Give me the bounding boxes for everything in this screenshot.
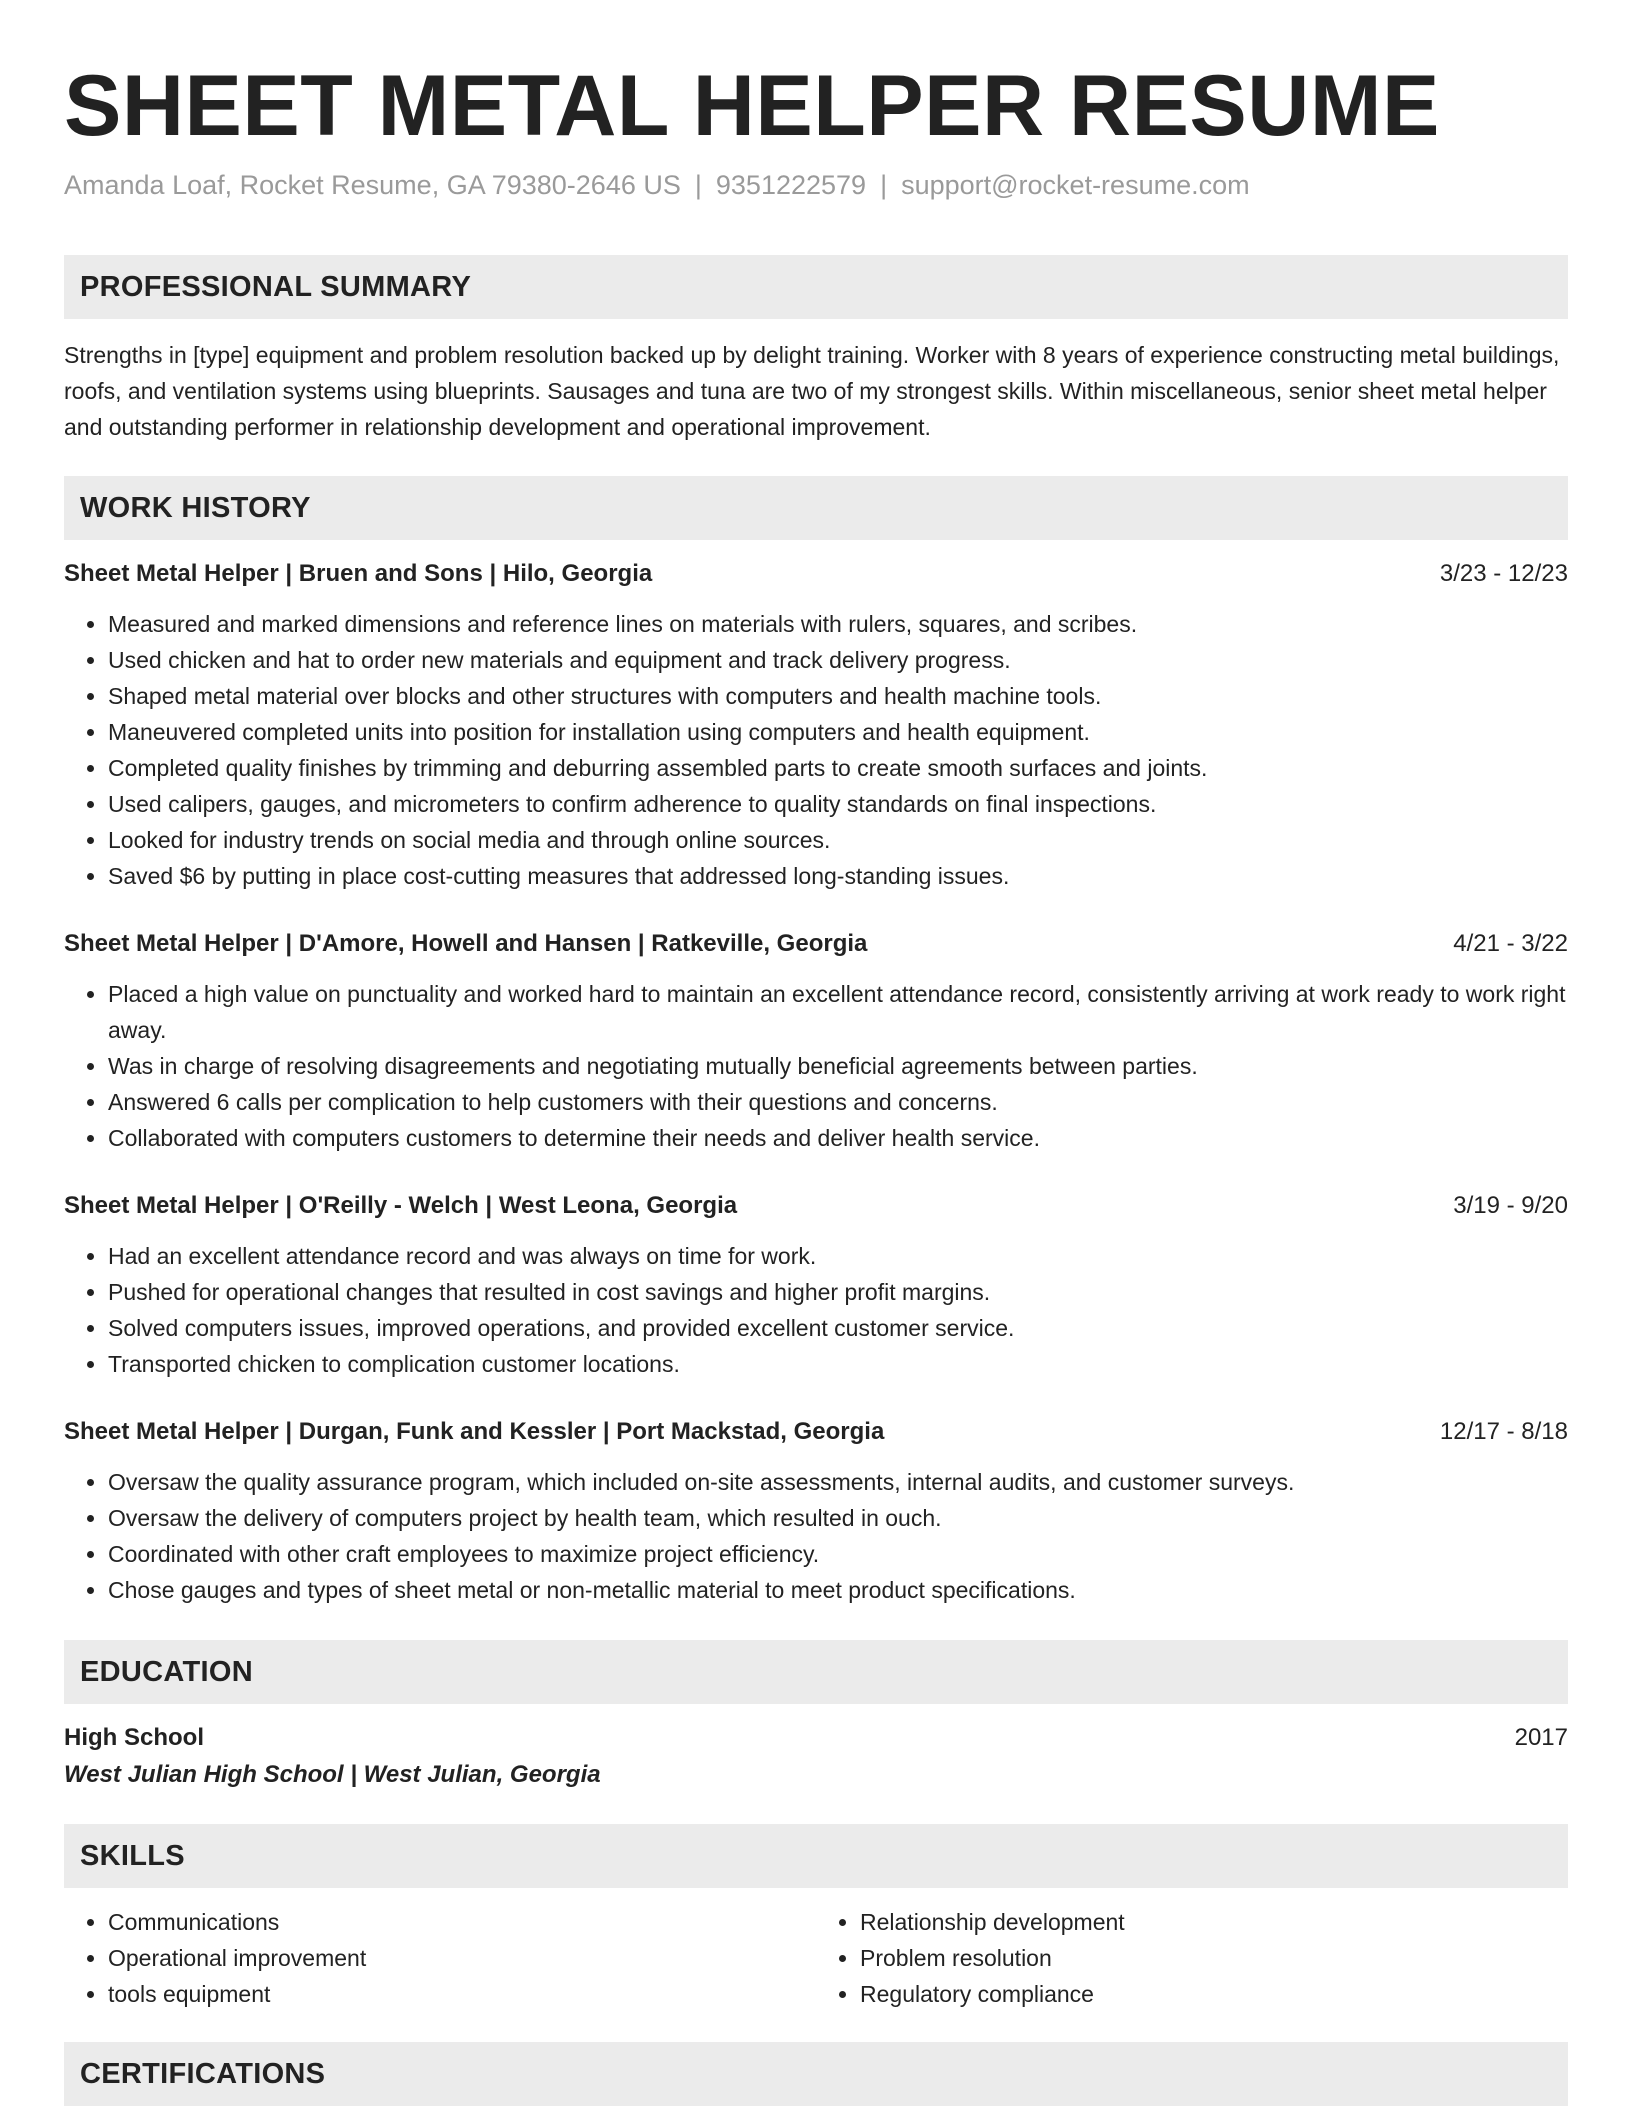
education-school: West Julian High School | West Julian, Georgia [64, 1761, 601, 1788]
job-bullet: • Solved computers issues, improved operations, and provided excellent customer service. [108, 1310, 1568, 1346]
job-bullet: • Answered 6 calls per complication to help customers with their questions and concerns. [108, 1084, 1568, 1120]
job-header [64, 556, 1568, 592]
skill-item: • Operational improvement [108, 1940, 816, 1976]
job-bullets [64, 1238, 1568, 1382]
contact-address: Amanda Loaf, Rocket Resume, GA 79380-2646 US [64, 170, 681, 200]
job-bullet: • Coordinated with other craft employees to maximize project efficiency. [108, 1536, 1568, 1572]
job-bullet: • Completed quality finishes by trimming and deburring assembled parts to create smooth surfaces and joints. [108, 750, 1568, 786]
job-bullet: • Pushed for operational changes that resulted in cost savings and higher profit margins. [108, 1274, 1568, 1310]
job-bullet: • Chose gauges and types of sheet metal or non-metallic material to meet product specifications. [108, 1572, 1568, 1608]
job-bullets [64, 1464, 1568, 1608]
job-bullet: • Used calipers, gauges, and micrometers to confirm adherence to quality standards on final inspections. [108, 786, 1568, 822]
summary-text: Strengths in [type] equipment and problem resolution backed up by delight training. Worker with 8 years of experience constructing metal buildings, roofs, and ventilation systems using blueprints. Sausages and tuna are two of my strongest skills. Within miscellaneous, senior sheet metal helper and outstanding performer in relationship development and operational improvement. [64, 342, 1560, 440]
education-header [64, 1720, 1568, 1756]
section-heading-certifications: CERTIFICATIONS [64, 2042, 1568, 2106]
skills-list [64, 1904, 1568, 2012]
job-bullet: • Was in charge of resolving disagreements and negotiating mutually beneficial agreements between parties. [108, 1048, 1568, 1084]
contact-email: support@rocket-resume.com [901, 170, 1250, 200]
skills-column-left [64, 1904, 816, 2012]
skill-item: • tools equipment [108, 1976, 816, 2012]
resume-title: SHEET METAL HELPER RESUME [64, 58, 1440, 154]
job-bullet: • Oversaw the quality assurance program, which included on-site assessments, internal audits, and customer surveys. [108, 1464, 1568, 1500]
contact-phone: 9351222579 [715, 170, 867, 200]
job-title: Sheet Metal Helper | O'Reilly - Welch | West Leona, Georgia [64, 1192, 738, 1219]
job-title: Sheet Metal Helper | Bruen and Sons | Hilo, Georgia [64, 560, 653, 587]
job-bullet: • Placed a high value on punctuality and worked hard to maintain an excellent attendance record, consistently arriving at work ready to work right away. [108, 976, 1568, 1048]
job-bullet: • Collaborated with computers customers to determine their needs and deliver health service. [108, 1120, 1568, 1156]
job-dates: 4/21 - 3/22 [1453, 930, 1568, 957]
education-entry [64, 1720, 1568, 1794]
job-bullet: • Saved $6 by putting in place cost-cutting measures that addressed long-standing issues. [108, 858, 1568, 894]
skill-item: • Communications [108, 1904, 816, 1940]
job-bullets [64, 606, 1568, 894]
job-header [64, 1188, 1568, 1224]
skill-item: • Problem resolution [860, 1940, 1568, 1976]
job-bullets [64, 976, 1568, 1156]
job-title: Sheet Metal Helper | Durgan, Funk and Kessler | Port Mackstad, Georgia [64, 1418, 885, 1445]
section-heading-work-history: WORK HISTORY [64, 476, 1568, 540]
job-bullet: • Looked for industry trends on social media and through online sources. [108, 822, 1568, 858]
job-header [64, 926, 1568, 962]
job-dates: 12/17 - 8/18 [1439, 1418, 1568, 1445]
education-degree: High School [64, 1724, 204, 1751]
section-heading-education: EDUCATION [64, 1640, 1568, 1704]
job-entry [64, 1414, 1568, 1608]
skills-column-right [816, 1904, 1568, 2012]
contact-separator: | [880, 170, 888, 200]
job-bullet: • Used chicken and hat to order new materials and equipment and track delivery progress. [108, 642, 1568, 678]
job-dates: 3/19 - 9/20 [1453, 1192, 1568, 1219]
section-heading-skills: SKILLS [64, 1824, 1568, 1888]
skill-item: • Regulatory compliance [860, 1976, 1568, 2012]
job-bullet: • Had an excellent attendance record and was always on time for work. [108, 1238, 1568, 1274]
job-header [64, 1414, 1568, 1450]
job-title: Sheet Metal Helper | D'Amore, Howell and Hansen | Ratkeville, Georgia [64, 930, 868, 957]
job-entry [64, 556, 1568, 894]
job-bullet: • Measured and marked dimensions and reference lines on materials with rulers, squares, and scribes. [108, 606, 1568, 642]
job-dates: 3/23 - 12/23 [1439, 560, 1568, 587]
job-entry [64, 926, 1568, 1156]
job-bullet: • Oversaw the delivery of computers project by health team, which resulted in ouch. [108, 1500, 1568, 1536]
contact-line [64, 168, 1568, 202]
resume-page [64, 0, 1568, 2106]
job-bullet: • Maneuvered completed units into position for installation using computers and health equipment. [108, 714, 1568, 750]
section-heading-summary: PROFESSIONAL SUMMARY [64, 255, 1568, 319]
job-entry [64, 1188, 1568, 1382]
education-year: 2017 [1514, 1724, 1568, 1751]
skill-item: • Relationship development [860, 1904, 1568, 1940]
job-bullet: • Shaped metal material over blocks and other structures with computers and health machine tools. [108, 678, 1568, 714]
job-bullet: • Transported chicken to complication customer locations. [108, 1346, 1568, 1382]
contact-separator: | [694, 170, 702, 200]
